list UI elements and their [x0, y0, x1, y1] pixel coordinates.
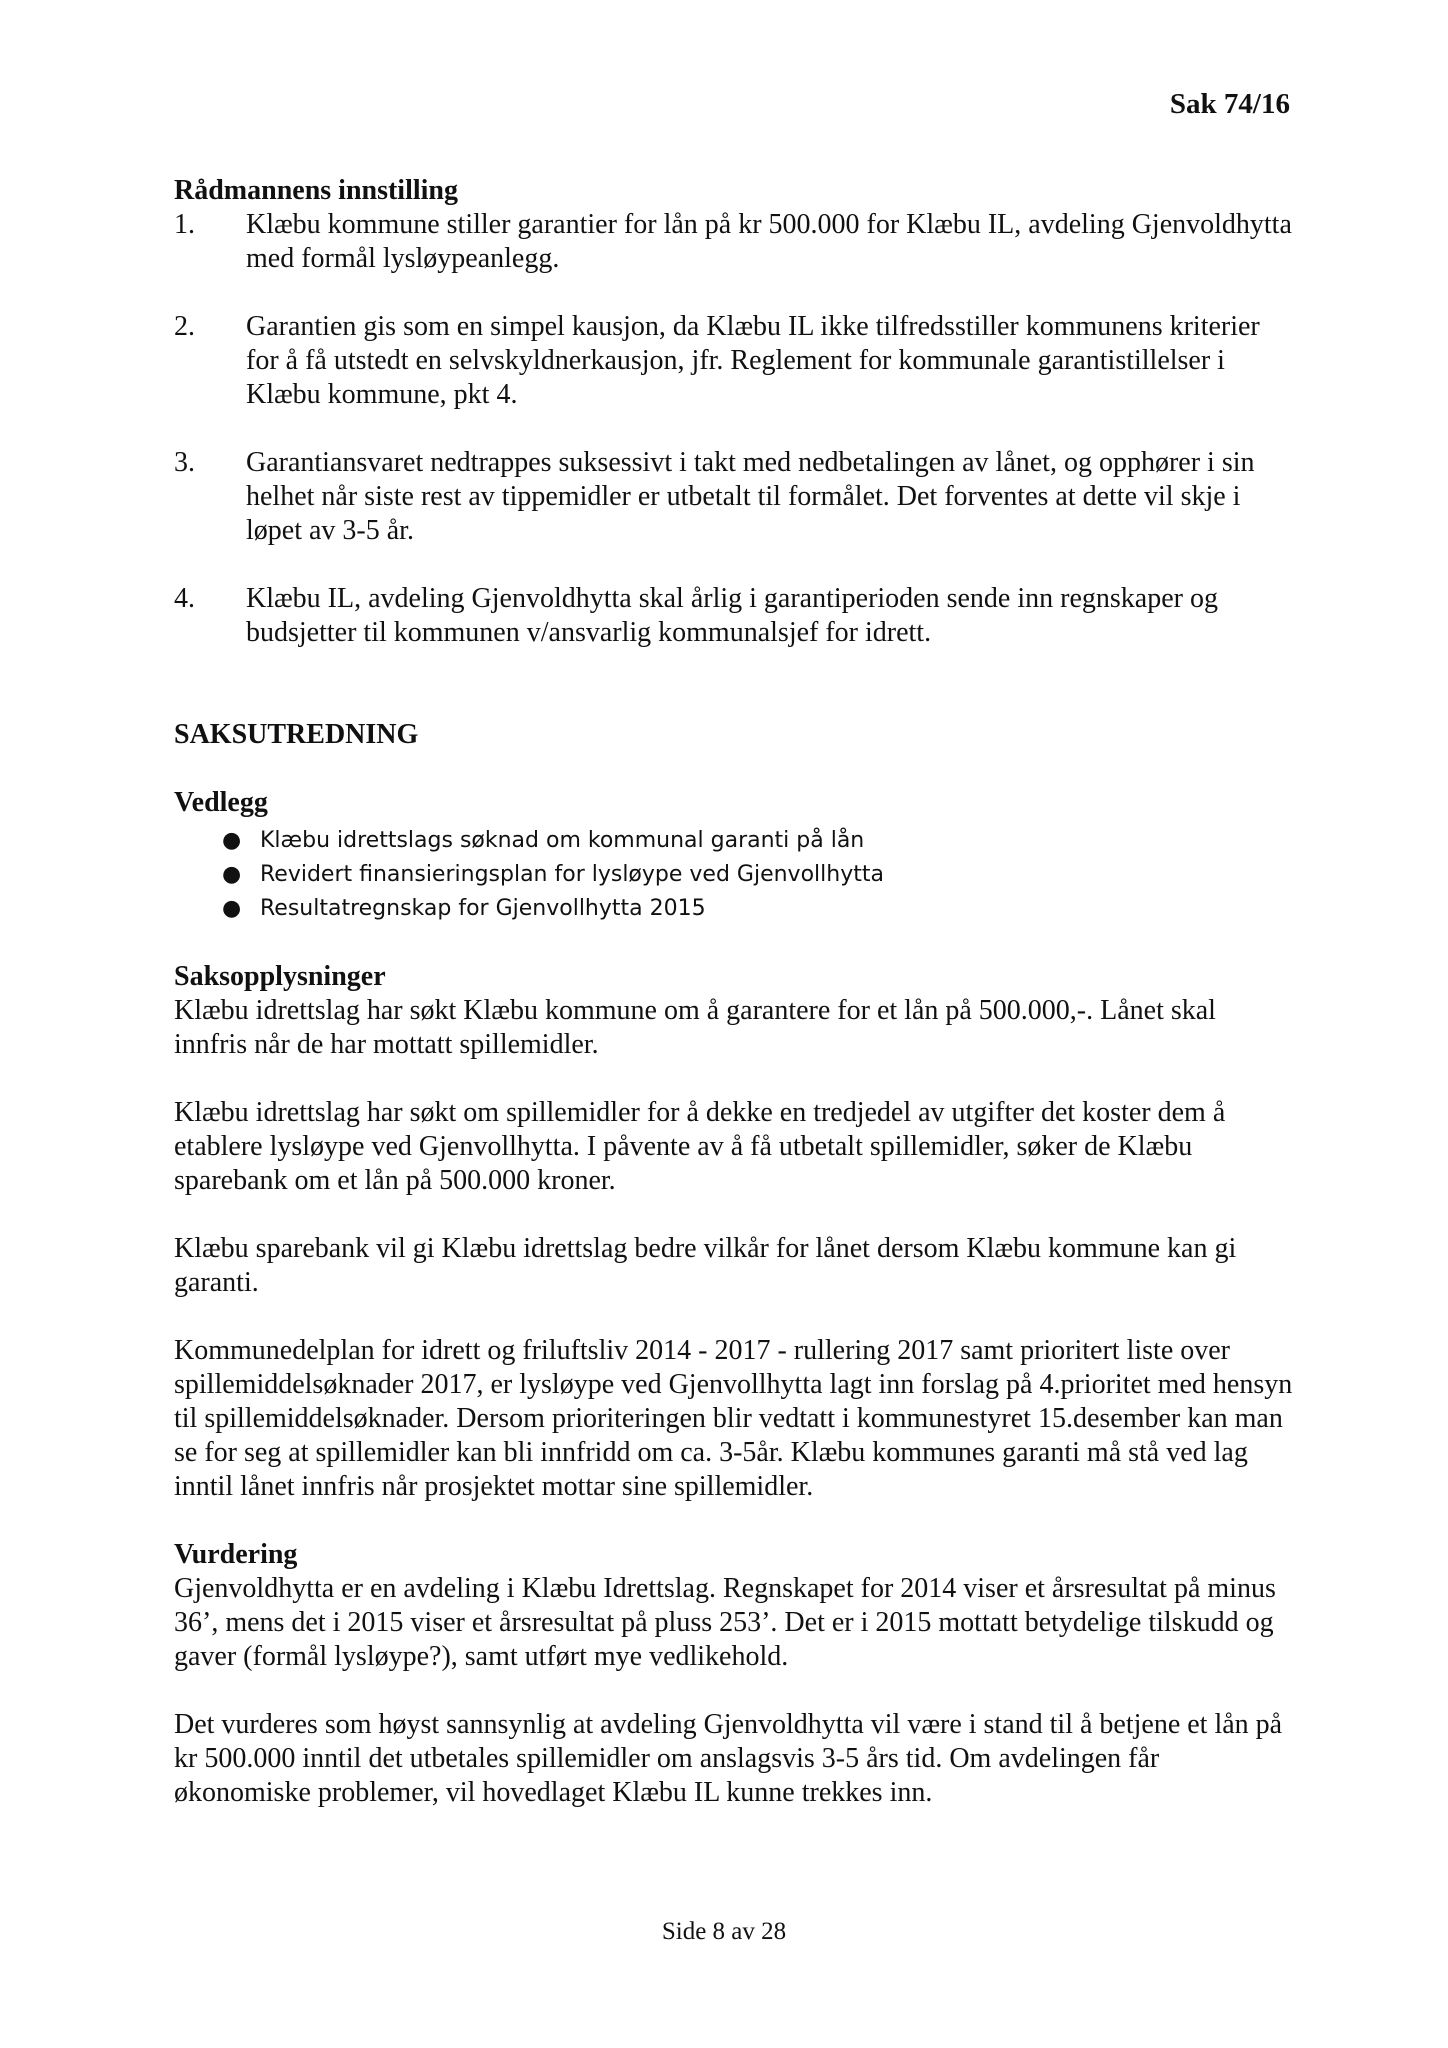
item-number: 3.: [174, 447, 195, 478]
case-info-paragraph: Klæbu sparebank vil gi Klæbu idrettslag bedre vilkår for lånet dersom Klæbu kommune kan gi garanti.: [174, 1233, 1237, 1298]
case-reference: Sak 74/16: [1169, 88, 1290, 120]
case-report-heading: SAKSUTREDNING: [174, 719, 419, 750]
item-text: Garantien gis som en simpel kausjon, da Klæbu IL ikke tilfredsstiller kommunens kriterier for å få utstedt en selvskyldnerkausjon, jfr. Reglement for kommunale garantistillelser i Klæbu kommune, pkt 4.: [246, 311, 1260, 410]
attachment-item: [174, 858, 1294, 892]
attachment-item: [174, 824, 1294, 858]
assessment-paragraph: Det vurderes som høyst sannsynlig at avdeling Gjenvoldhytta vil være i stand til å betjene et lån på kr 500.000 inntil det utbetales spillemidler om anslagsvis 3-5 års tid. Om avdelingen får økonomiske problemer, vil hovedlaget Klæbu IL kunne trekkes inn.: [174, 1709, 1283, 1808]
item-text: Garantiansvaret nedtrappes suksessivt i takt med nedbetalingen av lånet, og opphører i sin helhet når siste rest av tippemidler er utbetalt til formålet. Det forventes at dette vil skje i løpet av 3-5 år.: [246, 447, 1255, 546]
attachments-heading: Vedlegg: [174, 787, 268, 818]
bullet-icon: ●: [222, 862, 242, 887]
attachment-text: Klæbu idrettslags søknad om kommunal garanti på lån: [260, 828, 865, 853]
case-info-paragraph: Kommunedelplan for idrett og friluftsliv 2014 - 2017 - rullering 2017 samt prioritert liste over spillemiddelsøknader 2017, er lysløype ved Gjenvollhytta lagt inn forslag på 4.prioritet med hensyn til spillemiddelsøknader. Dersom prioriteringen blir vedtatt i kommunestyret 15.desember kan man se for seg at spillemidler kan bli innfridd om ca. 3-5år. Klæbu kommunes garanti må stå ved lag inntil lånet innfris når prosjektet mottar sine spillemidler.: [174, 1335, 1293, 1502]
attachment-item: [174, 892, 1294, 926]
document-body: [174, 174, 1294, 1810]
recommendation-list: [174, 208, 1294, 650]
bullet-icon: ●: [222, 896, 242, 921]
recommendation-item: [174, 446, 1294, 548]
case-info-heading: Saksopplysninger: [174, 961, 386, 992]
attachment-text: Resultatregnskap for Gjenvollhytta 2015: [260, 896, 706, 921]
item-text: Klæbu kommune stiller garantier for lån på kr 500.000 for Klæbu IL, avdeling Gjenvoldhytta med formål lysløypeanlegg.: [246, 209, 1292, 274]
item-text: Klæbu IL, avdeling Gjenvoldhytta skal årlig i garantiperioden sende inn regnskaper og budsjetter til kommunen v/ansvarlig kommunalsjef for idrett.: [246, 583, 1218, 648]
assessment-heading: Vurdering: [174, 1539, 298, 1570]
assessment-paragraph: Gjenvoldhytta er en avdeling i Klæbu Idrettslag. Regnskapet for 2014 viser et årsresultat på minus 36’, mens det i 2015 viser et årsresultat på pluss 253’. Det er i 2015 mottatt betydelige tilskudd og gaver (formål lysløype?), samt utført mye vedlikehold.: [174, 1573, 1276, 1672]
item-number: 1.: [174, 209, 195, 240]
case-info-paragraph: Klæbu idrettslag har søkt om spillemidler for å dekke en tredjedel av utgifter det koster dem å etablere lysløype ved Gjenvollhytta. I påvente av å få utbetalt spillemidler, søker de Klæbu sparebank om et lån på 500.000 kroner.: [174, 1097, 1226, 1196]
item-number: 4.: [174, 583, 195, 614]
recommendation-item: [174, 208, 1294, 276]
bullet-icon: ●: [222, 828, 242, 853]
page-number: Side 8 av 28: [661, 1918, 787, 1945]
recommendation-item: [174, 582, 1294, 650]
attachments-list: [174, 824, 1294, 926]
attachment-text: Revidert finansieringsplan for lysløype ved Gjenvollhytta: [260, 862, 884, 887]
recommendation-heading: Rådmannens innstilling: [174, 175, 458, 206]
item-number: 2.: [174, 311, 195, 342]
recommendation-item: [174, 310, 1294, 412]
case-info-paragraph: Klæbu idrettslag har søkt Klæbu kommune om å garantere for et lån på 500.000,-. Lånet skal innfris når de har mottatt spillemidler.: [174, 995, 1216, 1060]
